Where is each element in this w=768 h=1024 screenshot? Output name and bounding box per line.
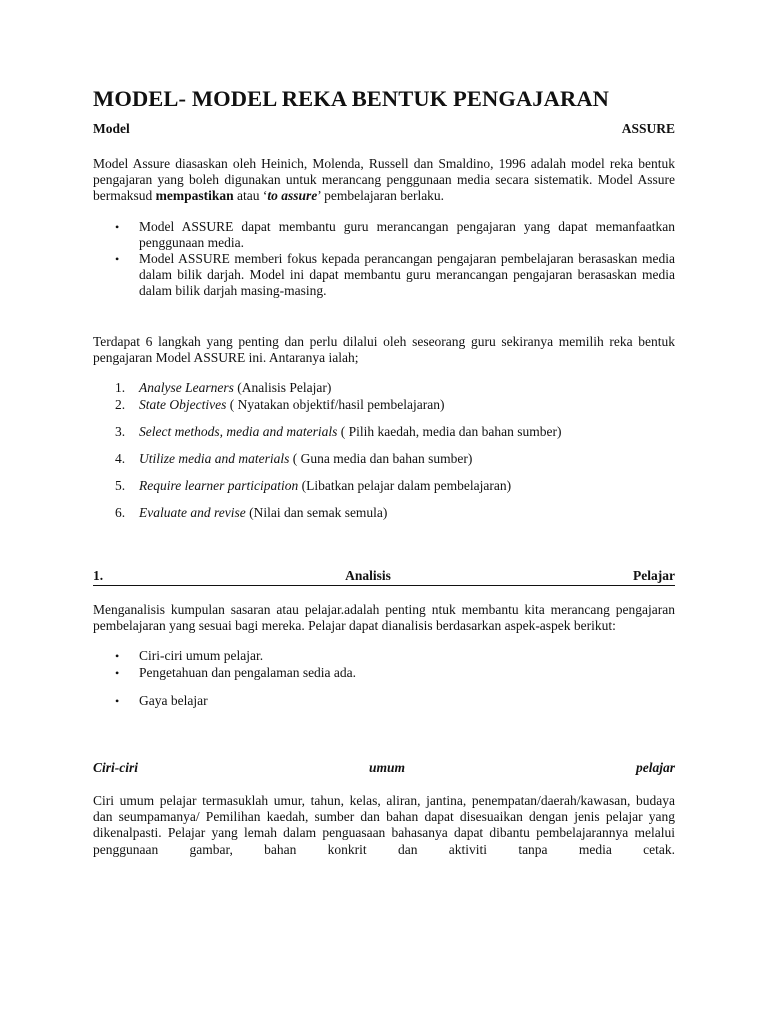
list-item-text: Ciri-ciri umum pelajar. [139, 648, 264, 664]
list-item-text: Model ASSURE dapat membantu guru merancangan pengajaran yang dapat memanfaatkan penggunaan media. [139, 218, 675, 250]
section-heading-word: Pelajar [633, 568, 675, 584]
step-malay: (Nilai dan semak semula) [245, 505, 388, 521]
list-item-text: Gaya belajar [139, 692, 208, 708]
step-number: 5. [115, 478, 126, 494]
section-number: 1. [93, 568, 104, 584]
step-malay: (Analisis Pelajar) [233, 380, 332, 396]
bullet-icon: • [115, 649, 120, 664]
intro-text-after: ’ pembelajaran berlaku. [317, 188, 445, 204]
step-number: 1. [115, 380, 126, 396]
list-item-text: Pengetahuan dan pengalaman sedia ada. [139, 664, 357, 680]
model-heading-left: Model [93, 121, 130, 136]
model-heading [93, 120, 675, 138]
list-item [93, 251, 675, 300]
step-malay: ( Pilih kaedah, media dan bahan sumber) [337, 424, 562, 440]
section-heading-word: Analisis [345, 568, 391, 584]
step-malay: (Libatkan pelajar dalam pembelajaran) [298, 478, 512, 494]
step-malay: ( Nyatakan objektif/hasil pembelajaran) [226, 397, 445, 413]
subheading-word: pelajar [635, 760, 675, 776]
document-body [93, 84, 675, 858]
ciri-paragraph: Ciri umum pelajar termasuklah umur, tahun, kelas, aliran, jantina, penempatan/daerah/kawasan, budaya dan seumpamanya/ Pemilihan kaedah, sumber dan bahan dapat disesuaikan dengan jenis pelajar yang dikenalpasti. Pelajar yang lemah dalam penguasaan bahasanya dapat dibantu pembelajarannya melalui penggunaan gambar, bahan konkrit dan aktiviti tanpa media cetak. [93, 793, 675, 857]
steps-list [93, 379, 675, 521]
step-item [93, 423, 675, 440]
intro-text-before: Model Assure diasaskan oleh Heinich, Molenda, Russell dan Smaldino, 1996 adalah model reka bentuk pengajaran yang boleh digunakan untuk merancang penggunaan media secara sistematik. Model Assure bermaksud [93, 156, 675, 204]
intro-emphasis: mempastikan [155, 188, 234, 204]
step-number: 2. [115, 397, 126, 413]
subheading-word: Ciri-ciri [93, 760, 139, 776]
subheading-ciri-ciri-umum-pelajar [93, 759, 675, 777]
step-item [93, 450, 675, 467]
step-english: Evaluate and revise [139, 505, 246, 521]
list-item [93, 693, 675, 709]
analisis-paragraph: Menganalisis kumpulan sasaran atau pelajar.adalah penting ntuk membantu kita merancang pengajaran pembelajaran yang sesuai bagi mereka. Pelajar dapat dianalisis berdasarkan aspek-aspek berikut: [93, 602, 675, 634]
step-number: 6. [115, 505, 126, 521]
list-item [93, 648, 675, 664]
step-item [93, 477, 675, 494]
list-item [93, 219, 675, 251]
step-number: 4. [115, 451, 126, 467]
assure-bullet-list [93, 219, 675, 300]
bullet-icon: • [115, 252, 120, 267]
step-english: Select methods, media and materials [139, 424, 338, 440]
bullet-icon: • [115, 665, 120, 680]
intro-middle: atau ‘ [233, 188, 268, 204]
page-title: MODEL- MODEL REKA BENTUK PENGAJARAN [93, 86, 610, 111]
list-item [93, 665, 675, 681]
list-item-text: Model ASSURE memberi fokus kepada perancangan pengajaran pembelajaran berasaskan media dalam bilik darjah. Model ini dapat membantu guru merancangan pengajaran berasaskan media dalam bilik darjah masing-masing. [139, 251, 675, 299]
step-english: State Objectives [139, 397, 227, 413]
step-english: Require learner participation [139, 478, 299, 494]
step-item [93, 504, 675, 521]
intro-paragraph [93, 156, 675, 205]
intro-quote: to assure [267, 188, 318, 204]
step-item [93, 396, 675, 413]
steps-intro-paragraph: Terdapat 6 langkah yang penting dan perlu dilalui oleh seseorang guru sekiranya memilih reka bentuk pengajaran Model ASSURE ini. Antaranya ialah; [93, 333, 675, 365]
bullet-icon: • [115, 219, 120, 234]
step-english: Analyse Learners [139, 380, 234, 396]
bullet-icon: • [115, 693, 120, 708]
step-english: Utilize media and materials [139, 451, 290, 467]
aspects-bullet-list [93, 648, 675, 709]
section-heading-analisis-pelajar [93, 567, 675, 586]
step-malay: ( Guna media dan bahan sumber) [289, 451, 473, 467]
model-heading-right: ASSURE [621, 121, 675, 136]
step-number: 3. [115, 424, 126, 440]
step-item [93, 379, 675, 396]
subheading-word: umum [368, 760, 406, 776]
